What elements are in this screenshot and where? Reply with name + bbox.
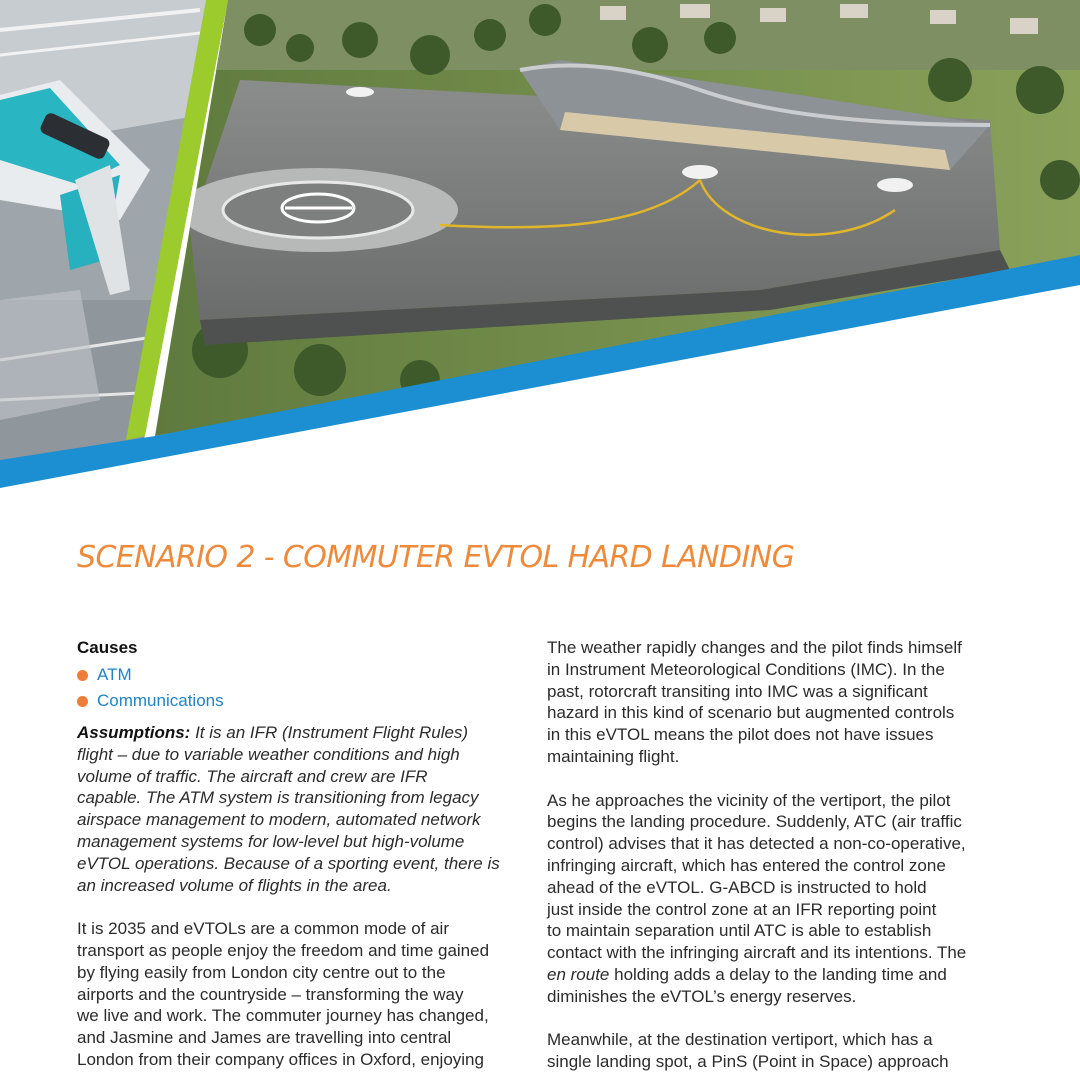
text-line: to maintain separation until ATC is able to establish [547, 921, 932, 941]
cause-label[interactable]: ATM [97, 665, 132, 684]
cause-label[interactable]: Communications [97, 691, 224, 710]
text-line: ahead of the eVTOL. G-ABCD is instructed to hold [547, 877, 927, 897]
vertiport-panel [150, 0, 1080, 440]
cause-item-communications[interactable] [77, 688, 527, 714]
emphasis-text: en route [547, 964, 610, 984]
text-line: eVTOL operations. Because of a sporting event, there is [77, 853, 500, 873]
vertiport-paragraph [547, 1029, 999, 1073]
text-line: past, rotorcraft transiting into IMC was a significant [547, 681, 928, 701]
text-line: diminishes the eVTOL’s energy reserves. [547, 986, 857, 1006]
text-line: begins the landing procedure. Suddenly, ATC (air traffic [547, 812, 962, 832]
text-run: holding adds a delay to the landing time and [609, 964, 947, 984]
right-column [547, 637, 999, 1073]
text-line: flight – due to variable weather conditions and high [77, 744, 460, 764]
text-line: hazard in this kind of scenario but augmented controls [547, 703, 955, 723]
cause-item-atm[interactable] [77, 662, 527, 688]
text-line [547, 964, 999, 986]
text-line: single landing spot, a PinS (Point in Space) approach [547, 1052, 949, 1072]
text-line: Meanwhile, at the destination vertiport, which has a [547, 1030, 933, 1050]
text-line: airspace management to modern, automated network [77, 810, 481, 830]
text-line: As he approaches the vicinity of the vertiport, the pilot [547, 790, 951, 810]
text-line: It is 2035 and eVTOLs are a common mode of air [77, 919, 449, 939]
text-line: just inside the control zone at an IFR reporting point [547, 899, 937, 919]
text-line: volume of traffic. The aircraft and crew are IFR [77, 766, 428, 786]
text-line: maintaining flight. [547, 746, 680, 766]
text-line: in this eVTOL means the pilot does not have issues [547, 725, 934, 745]
text-line: and Jasmine and James are travelling into central [77, 1028, 452, 1048]
bullet-icon [77, 670, 88, 681]
weather-paragraph [547, 637, 999, 768]
left-column [77, 637, 527, 1071]
text-line: The weather rapidly changes and the pilot finds himself [547, 638, 962, 657]
text-line: management systems for low-level but high-volume [77, 831, 465, 851]
story-paragraph [77, 918, 527, 1071]
text-line: by flying easily from London city centre out to the [77, 962, 446, 982]
page-title: SCENARIO 2 - COMMUTER EVTOL HARD LANDING [77, 540, 795, 575]
hero-illustration [0, 0, 1080, 500]
text-line: an increased volume of flights in the area. [77, 875, 392, 895]
text-line: control) advises that it has detected a non-co-operative, [547, 834, 966, 854]
text-line: transport as people enjoy the freedom and time gained [77, 940, 490, 960]
assumptions-paragraph [77, 722, 527, 896]
text-line: London from their company offices in Oxford, enjoying [77, 1049, 484, 1069]
bullet-icon [77, 696, 88, 707]
text-line: contact with the infringing aircraft and its intentions. The [547, 943, 967, 963]
assumptions-label: Assumptions: [77, 723, 191, 742]
text-line: we live and work. The commuter journey has changed, [77, 1006, 489, 1026]
text-line: in Instrument Meteorological Conditions (IMC). In the [547, 659, 945, 679]
text-line: infringing aircraft, which has entered the control zone [547, 855, 946, 875]
text-line [77, 722, 527, 744]
text-run: It is an IFR (Instrument Flight Rules) [190, 723, 469, 742]
approach-paragraph [547, 790, 999, 1008]
text-line: airports and the countryside – transforming the way [77, 984, 464, 1004]
text-line: capable. The ATM system is transitioning from legacy [77, 788, 479, 808]
causes-heading: Causes [77, 638, 138, 657]
